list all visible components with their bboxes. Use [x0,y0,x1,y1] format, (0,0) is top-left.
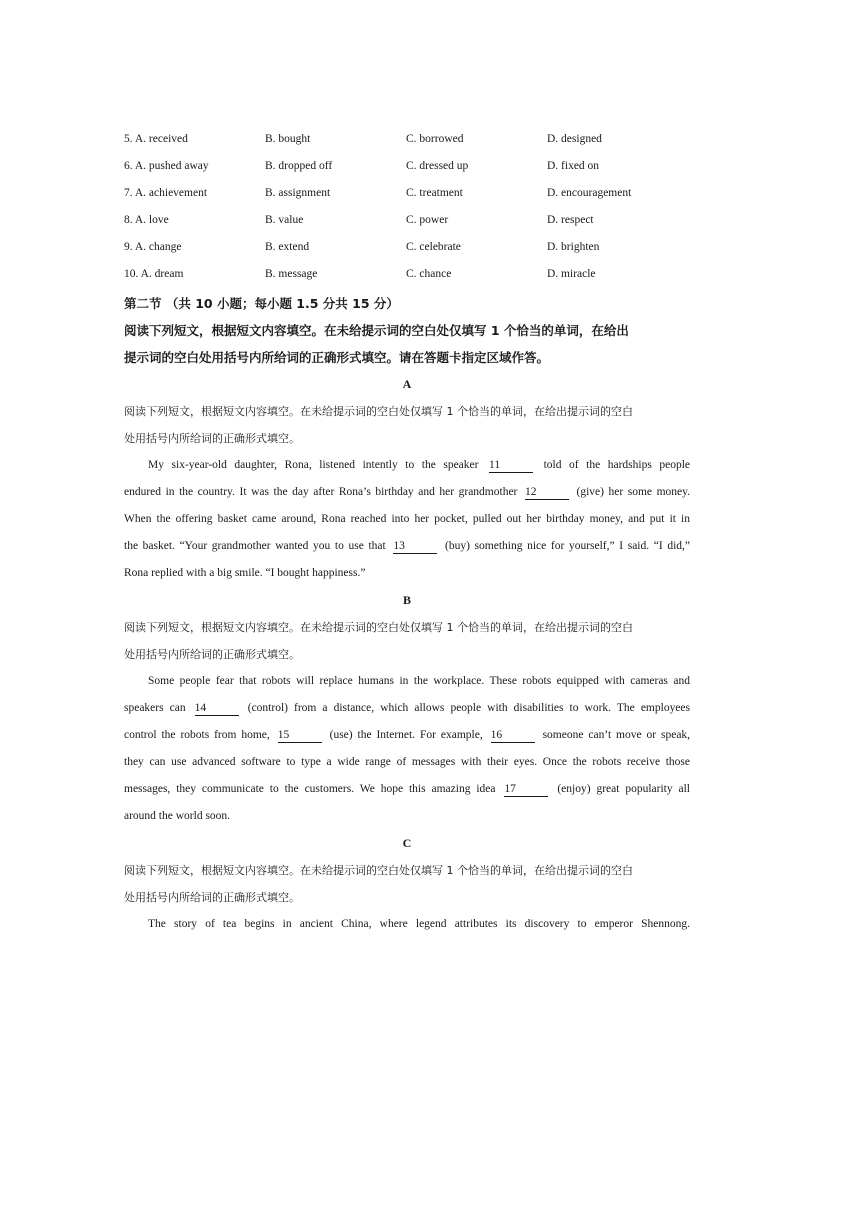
text-line: speakers can 14 (control) from a distance, which allows people with disabilities to work. The employees [124,702,691,714]
passage-b-instruction [124,614,690,668]
options-table [124,128,690,290]
option-row-7 [124,182,690,209]
option-b: B. message [265,268,318,280]
text-line: they can use advanced software to type a wide range of messages with their eyes. Once the robots receive those [124,756,690,768]
passage-c-title: C [402,836,412,850]
text-line: My six-year-old daughter, Rona, listened intently to the speaker 11 told of the hardships people [148,459,691,471]
option-c: C. treatment [406,187,463,199]
section-instruction-line: 阅读下列短文，根据短文内容填空。在未给提示词的空白处仅填写 1 个恰当的单词，在给出 [124,323,629,338]
option-d: D. designed [547,133,602,145]
option-d: D. miracle [547,268,596,280]
text-line: When the offering basket came around, Rona reached into her pocket, pulled out her birthday money, and put it in [124,513,690,525]
option-a: 8. A. love [124,214,169,226]
option-c: C. chance [406,268,452,280]
blank-11[interactable]: 11 [489,458,533,473]
option-b: B. extend [265,241,310,253]
text-line: The story of tea begins in ancient China, where legend attributes its discovery to emperor Shennong. [148,918,690,930]
text-line: messages, they communicate to the customers. We hope this amazing idea 17 (enjoy) great popularity all [124,783,690,795]
text-line: Some people fear that robots will replace humans in the workplace. These robots equipped with cameras and [148,675,690,687]
blank-14[interactable]: 14 [195,701,239,716]
blank-12[interactable]: 12 [525,485,569,500]
option-c: C. dressed up [406,160,469,172]
blank-17[interactable]: 17 [504,782,548,797]
option-c: C. power [406,214,449,226]
section-instruction [124,317,690,371]
passage-instruction-line: 处用括号内所给词的正确形式填空。 [124,891,300,904]
passage-instruction-line: 处用括号内所给词的正确形式填空。 [124,648,300,661]
option-b: B. value [265,214,304,226]
option-d: D. fixed on [547,160,600,172]
blank-16[interactable]: 16 [491,728,535,743]
option-row-8 [124,209,690,236]
text-line: around the world soon. [124,810,231,822]
passage-a-title: A [402,377,412,391]
option-row-10 [124,263,690,290]
passage-b-title: B [402,593,411,607]
option-b: B. bought [265,133,311,145]
passage-c-instruction [124,857,690,911]
option-c: C. celebrate [406,241,461,253]
passage-instruction-line: 阅读下列短文，根据短文内容填空。在未给提示词的空白处仅填写 1 个恰当的单词，在给出提示词的空白 [124,864,633,877]
option-a: 7. A. achievement [124,187,208,199]
section-heading: 第二节 （共 10 小题；每小题 1.5 分共 15 分） [124,296,399,311]
passage-instruction-line: 处用括号内所给词的正确形式填空。 [124,432,300,445]
exam-page [124,128,690,938]
option-a: 10. A. dream [124,268,184,280]
option-d: D. encouragement [547,187,632,199]
option-d: D. brighten [547,241,600,253]
option-b: B. assignment [265,187,331,199]
option-a: 9. A. change [124,241,182,253]
option-a: 5. A. received [124,133,188,145]
section-instruction-line: 提示词的空白处用括号内所给词的正确形式填空。请在答题卡指定区域作答。 [124,350,550,365]
option-row-6 [124,155,690,182]
passage-a-instruction [124,398,690,452]
passage-instruction-line: 阅读下列短文，根据短文内容填空。在未给提示词的空白处仅填写 1 个恰当的单词，在给出提示词的空白 [124,405,633,418]
passage-b-body [124,668,690,830]
passage-instruction-line: 阅读下列短文，根据短文内容填空。在未给提示词的空白处仅填写 1 个恰当的单词，在给出提示词的空白 [124,621,633,634]
blank-15[interactable]: 15 [278,728,322,743]
option-row-5 [124,128,690,155]
option-a: 6. A. pushed away [124,160,209,172]
passage-c-body [124,911,690,938]
option-d: D. respect [547,214,594,226]
option-row-9 [124,236,690,263]
text-line: Rona replied with a big smile. “I bought happiness.” [124,567,366,579]
text-line: endured in the country. It was the day after Rona’s birthday and her grandmother 12 (give) her some money. [124,486,691,498]
option-b: B. dropped off [265,160,333,172]
passage-a-body [124,452,690,587]
blank-13[interactable]: 13 [393,539,437,554]
text-line: control the robots from home, 15 (use) the Internet. For example, 16 someone can’t move or speak, [124,729,691,741]
text-line: the basket. “Your grandmother wanted you to use that 13 (buy) something nice for yourself,” I said. “I did,” [124,540,691,552]
option-c: C. borrowed [406,133,464,145]
